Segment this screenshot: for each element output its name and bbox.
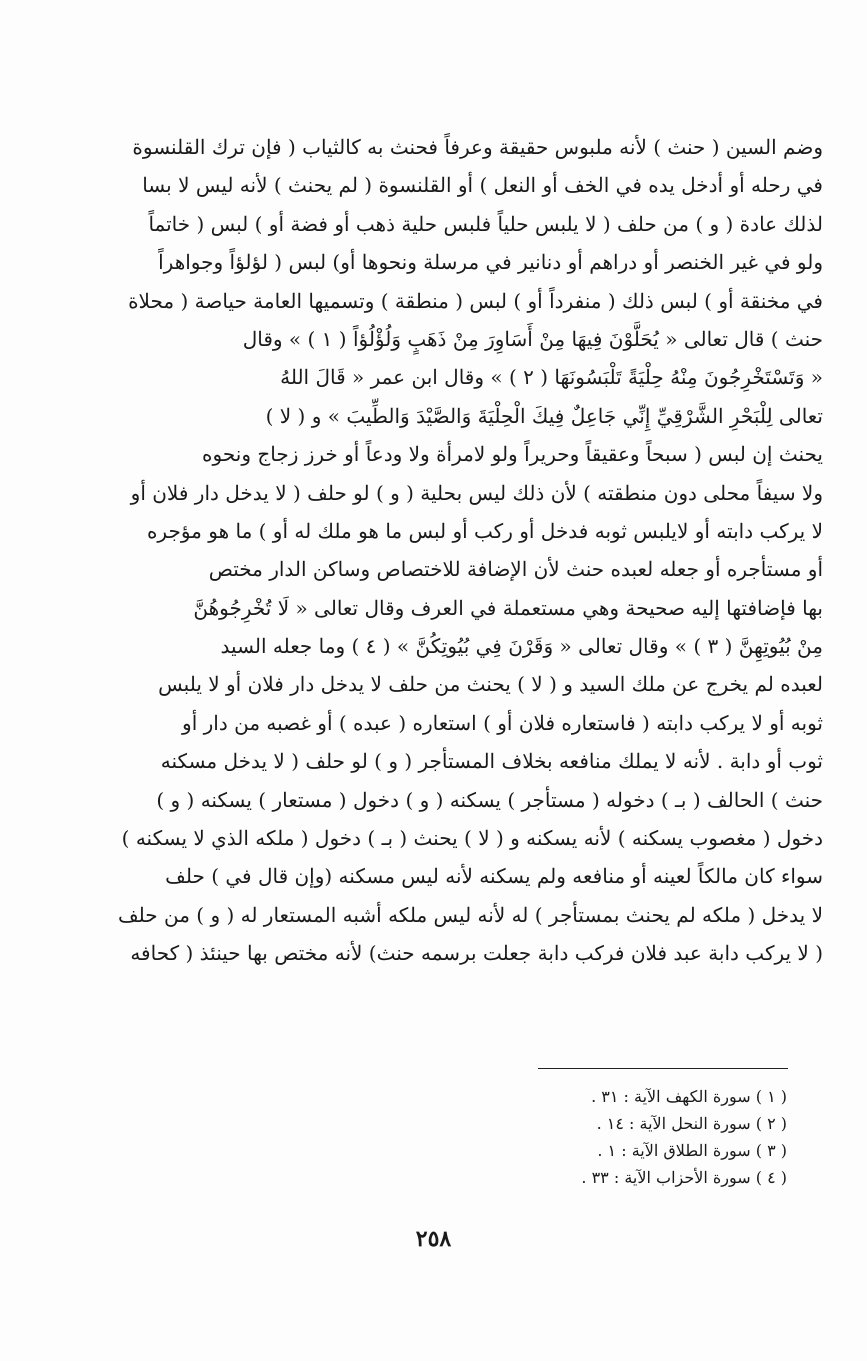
- text-line: لعبده لم يخرج عن ملك السيد و ( لا ) يحنث من حلف لا يدخل دار فلان أو لا يلبس: [158, 672, 823, 697]
- text-line: سواء كان مالكاً لعينه أو منافعه ولم يسكنه لأنه ليس مسكنه (وإن قال في ) حلف: [165, 864, 823, 889]
- text-line: في رحله أو أدخل يده في الخف أو النعل ) أو القلنسوة ( لم يحنث ) لأنه ليس لا بسا: [142, 173, 823, 198]
- page-number: ٢٥٨: [415, 1226, 452, 1252]
- footnote-separator: [538, 1068, 788, 1069]
- text-line: لا يدخل ( ملكه لم يحنث بمستأجر ) له لأنه ليس ملكه أشبه المستعار له ( و ) من حلف: [117, 902, 823, 927]
- text-line: ثوبه أو لا يركب دابته ( فاستعاره فلان أو ) استعاره ( عبده ) أو غصبه من دار أو: [182, 710, 823, 735]
- text-line: وضم السين ( حنث ) لأنه ملبوس حقيقة وعرفاً فحنث به كالثياب ( فإن ترك القلنسوة: [132, 135, 823, 159]
- text-line: لا يركب دابته أو لايلبس ثوبه فدخل أو ركب أو لبس ما هو ملك له أو ) ما هو مؤجره: [146, 518, 823, 543]
- text-line: مِنْ بُيُوتِهِنَّ ( ٣ ) » وقال تعالى « وَقَرْنَ فِي بُيُوتِكُنَّ » ( ٤ ) وما جعله السيد: [220, 634, 823, 659]
- footnote-item: ( ١ ) سورة الكهف الآية : ٣١ .: [591, 1087, 787, 1106]
- main-text-body: [28, 128, 823, 973]
- text-line: ثوب أو دابة . لأنه لا يملك منافعه بخلاف المستأجر ( و ) لو حلف ( لا يدخل مسكنه: [160, 749, 823, 774]
- text-line: أو مستأجره أو جعله لعبده حنث لأن الإضافة للاختصاص وساكن الدار مختص: [208, 557, 823, 582]
- text-line: يحنث إن لبس ( سبحاً وعقيقاً وحريراً ولو لامرأة ولا ودعاً أو خرز زجاج ونحوه: [202, 442, 823, 467]
- text-line: لذلك عادة ( و ) من حلف ( لا يلبس حلياً فلبس حلية ذهب أو فضة أو ) لبس ( خاتماً: [148, 211, 823, 236]
- footnotes: [467, 1083, 787, 1191]
- text-line: ولو في غير الخنصر أو دراهم أو دنانير في مرسلة ونحوها أو) لبس ( لؤلؤاً وجواهراً: [158, 250, 823, 275]
- text-line: ( لا يركب دابة عبد فلان فركب دابة جعلت برسمه حنث) لأنه مختص بها حينئذ ( كحافه: [130, 941, 823, 966]
- footnote-item: ( ٣ ) سورة الطلاق الآية : ١ .: [597, 1141, 787, 1160]
- footnote-item: ( ٢ ) سورة النحل الآية : ١٤ .: [596, 1114, 787, 1133]
- text-line: بها فإضافتها إليه صحيحة وهي مستعملة في العرف وقال تعالى « لَا تُخْرِجُوهُنَّ: [193, 595, 823, 620]
- footnote-item: ( ٤ ) سورة الأحزاب الآية : ٣٣ .: [581, 1168, 787, 1187]
- text-line: « وَتَسْتَخْرِجُونَ مِنْهُ حِلْيَةً تَلْبَسُونَهَا ( ٢ ) » وقال ابن عمر « قَالَ اللهُ: [280, 365, 823, 390]
- text-line: حنث ) الحالف ( بـ ) دخوله ( مستأجر ) يسكنه ( و ) دخول ( مستعار ) يسكنه ( و ): [156, 787, 823, 812]
- text-line: في مخنقة أو ) لبس ذلك ( منفرداً أو ) لبس ( منطقة ) وتسميها العامة حياصة ( محلاة: [128, 288, 823, 313]
- text-line: تعالى لِلْبَحْرِ الشَّرْقِيِّ إِنِّي جَاعِلٌ فِيكَ الْحِلْيَةَ وَالصَّيْدَ وَالطِّيبَ » و ( لا ): [265, 403, 823, 428]
- text-line: حنث ) قال تعالى « يُحَلَّوْنَ فِيهَا مِنْ أَسَاوِرَ مِنْ ذَهَبٍ وَلُؤْلُؤاً ( ١ ) » وقال: [242, 326, 823, 351]
- text-line: دخول ( مغصوب يسكنه ) لأنه يسكنه و ( لا ) يحنث ( بـ ) دخول ( ملكه الذي لا يسكنه ): [121, 826, 823, 851]
- text-line: ولا سيفاً محلى دون منطقته ) لأن ذلك ليس بحلية ( و ) لو حلف ( لا يدخل دار فلان أو: [130, 480, 823, 505]
